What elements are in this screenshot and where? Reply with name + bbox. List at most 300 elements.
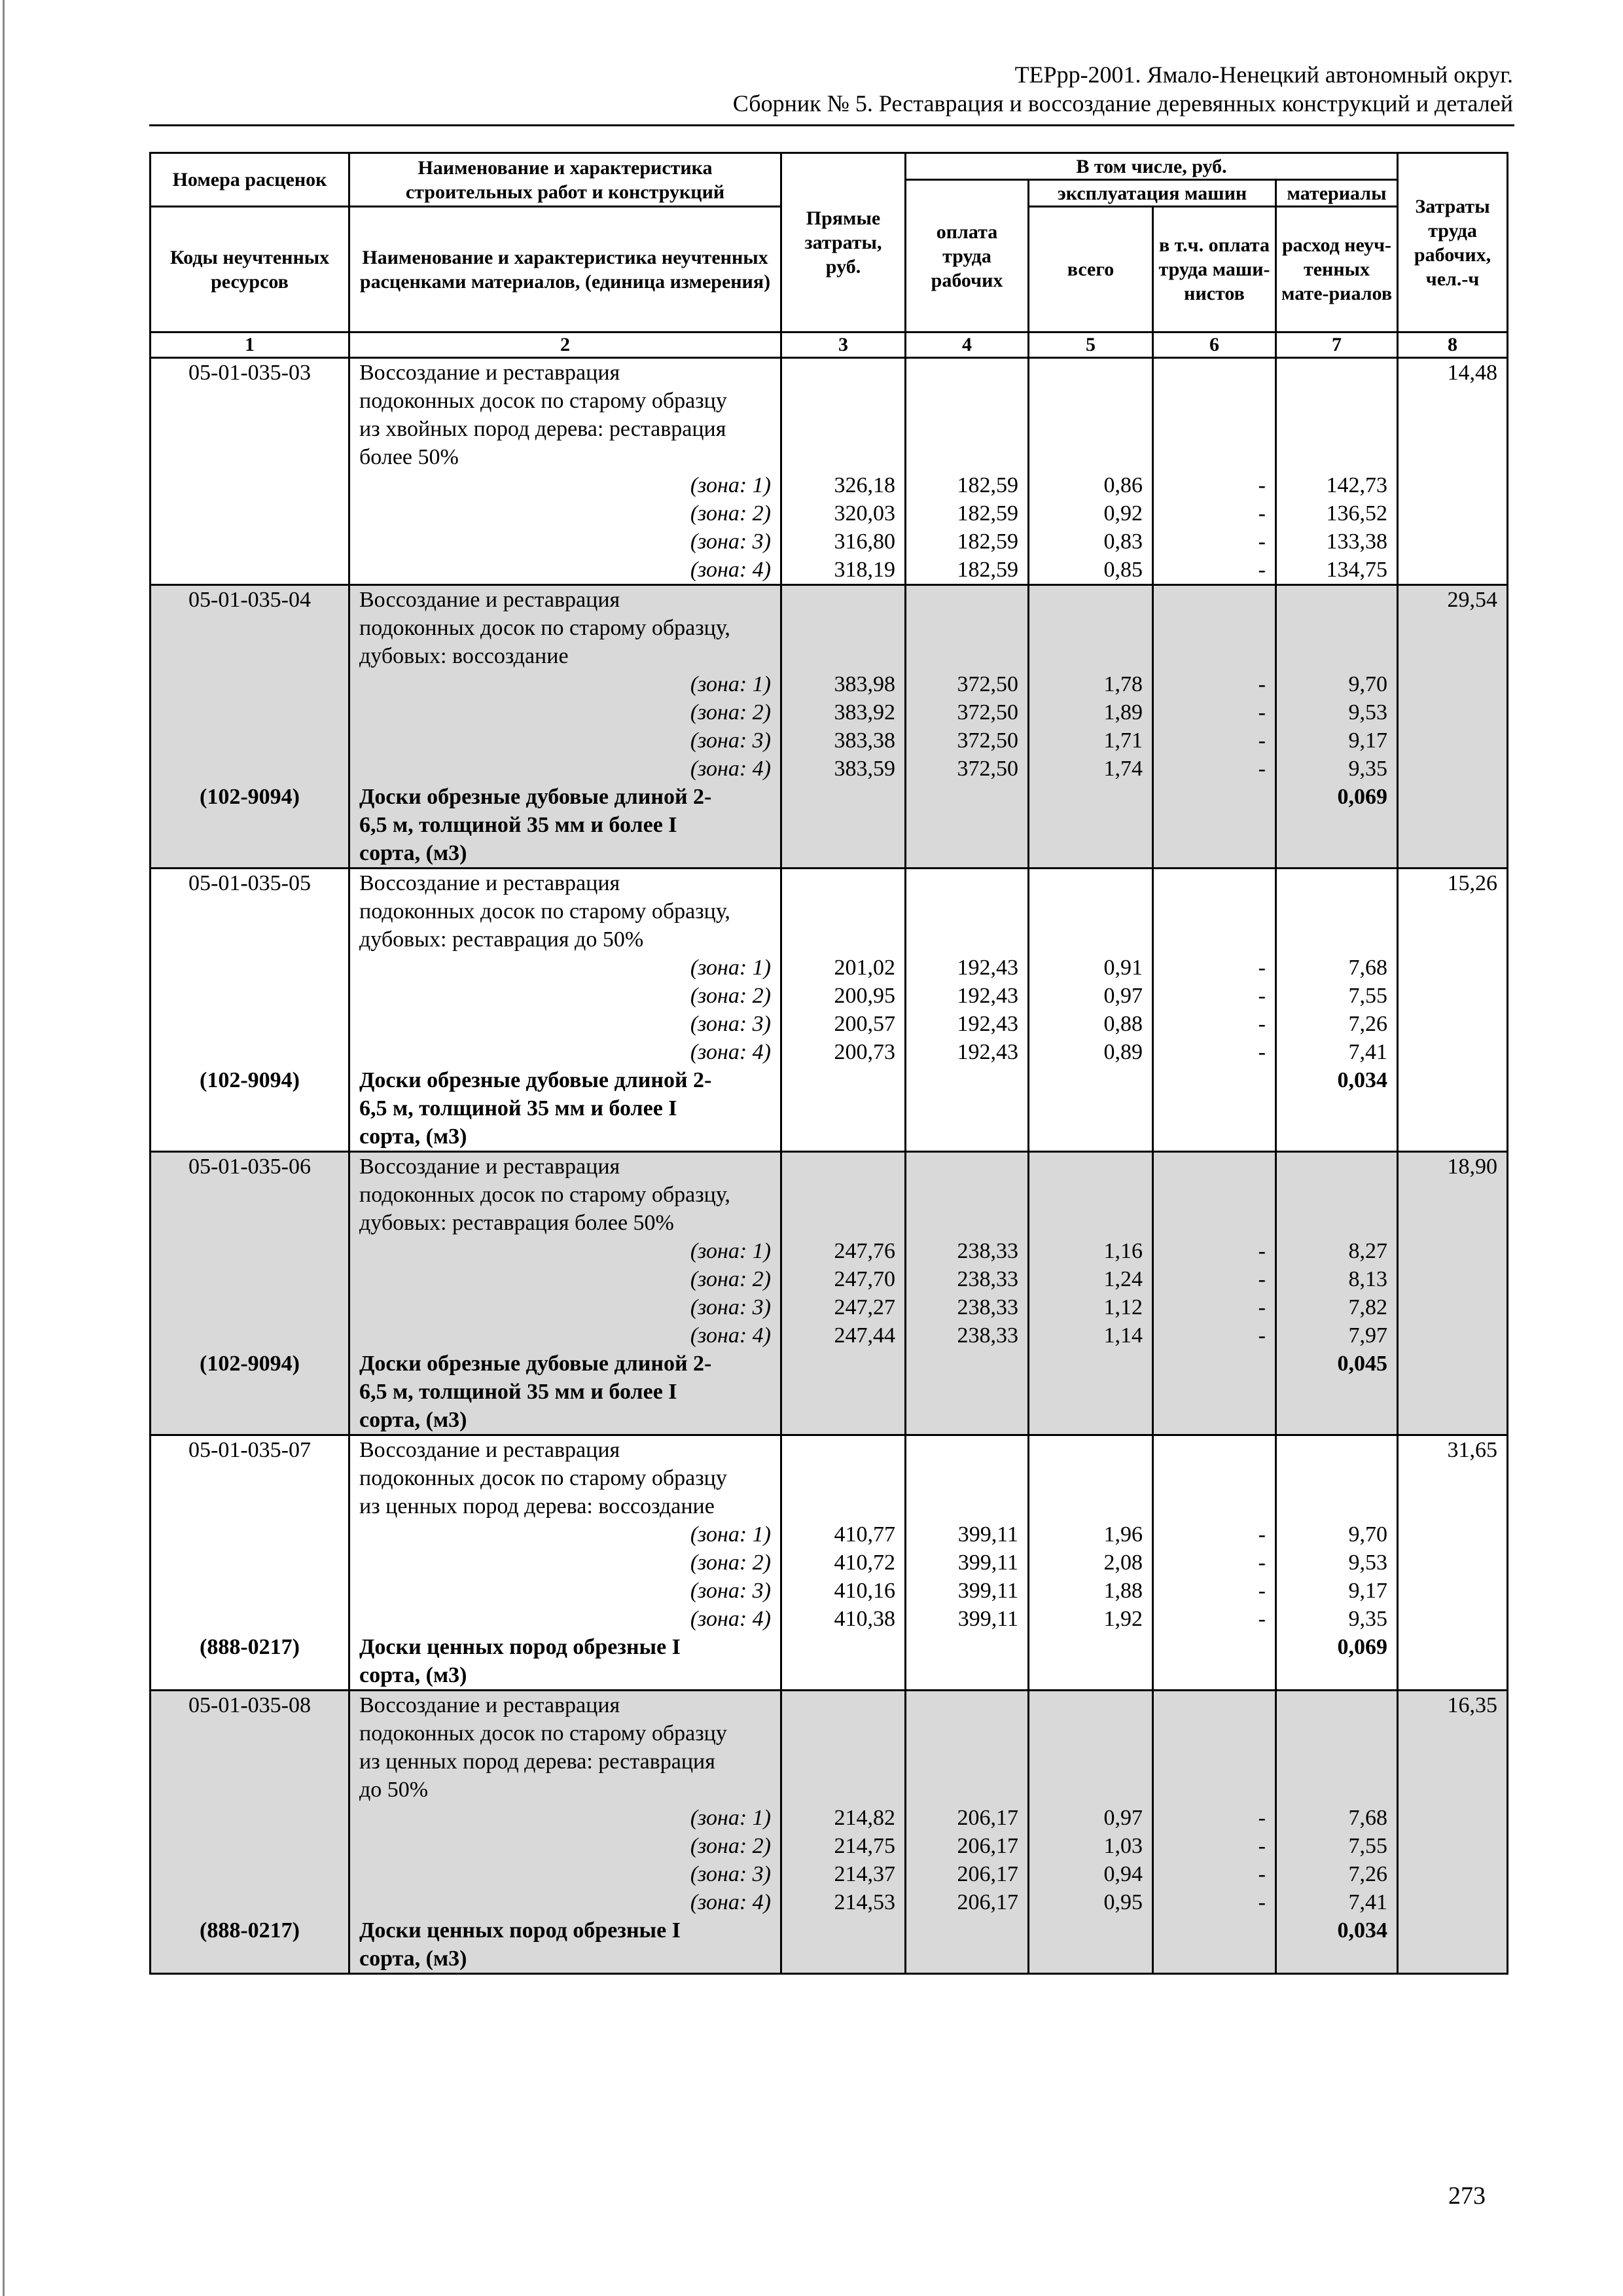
empty-cell xyxy=(781,1122,906,1152)
resource-row xyxy=(151,1945,1508,1974)
empty-cell xyxy=(151,1265,349,1293)
materials: 9,70 xyxy=(1276,1520,1398,1549)
empty-cell xyxy=(906,783,1029,811)
materials: 142,73 xyxy=(1276,471,1398,499)
machines-total: 1,89 xyxy=(1029,698,1153,726)
empty-cell xyxy=(1153,358,1276,387)
col-header-resource-codes: Коды неучтенных ресурсов xyxy=(151,207,349,332)
materials: 8,13 xyxy=(1276,1265,1398,1293)
empty-cell xyxy=(1029,1633,1153,1661)
empty-cell xyxy=(1029,811,1153,839)
resource-name-line: сорта, (м3) xyxy=(349,839,781,869)
machinist-pay: - xyxy=(1153,1860,1276,1888)
empty-cell xyxy=(1153,897,1276,925)
empty-cell xyxy=(1153,614,1276,642)
labor-hours: 15,26 xyxy=(1398,869,1508,898)
work-name-line: подоконных досок по старому образцу, xyxy=(349,1181,781,1209)
col-header-machines-total: всего xyxy=(1029,207,1153,332)
machinist-pay: - xyxy=(1153,1832,1276,1860)
column-number: 2 xyxy=(349,332,781,358)
resource-name-line: Доски обрезные дубовые длиной 2- xyxy=(349,1350,781,1378)
worker-pay: 182,59 xyxy=(906,556,1029,585)
labor-hours: 18,90 xyxy=(1398,1152,1508,1181)
zone-row xyxy=(151,1832,1508,1860)
empty-cell xyxy=(151,499,349,528)
empty-cell xyxy=(781,783,906,811)
machinist-pay: - xyxy=(1153,1321,1276,1350)
direct-costs: 326,18 xyxy=(781,471,906,499)
materials: 9,17 xyxy=(1276,1577,1398,1605)
zone-label: (зона: 1) xyxy=(349,1237,781,1265)
empty-cell xyxy=(1398,1661,1508,1691)
empty-cell xyxy=(1276,1378,1398,1406)
rate-block xyxy=(151,1152,1508,1435)
empty-cell xyxy=(1029,1691,1153,1720)
materials: 9,53 xyxy=(1276,1549,1398,1577)
empty-cell xyxy=(1029,1776,1153,1804)
resource-code: (102-9094) xyxy=(151,1350,349,1378)
empty-cell xyxy=(1276,1152,1398,1181)
resource-name-line: сорта, (м3) xyxy=(349,1945,781,1974)
empty-cell xyxy=(1029,443,1153,471)
empty-cell xyxy=(1398,1916,1508,1945)
zone-label: (зона: 3) xyxy=(349,1577,781,1605)
zone-label: (зона: 1) xyxy=(349,1804,781,1832)
zone-label: (зона: 2) xyxy=(349,982,781,1010)
empty-cell xyxy=(781,1094,906,1122)
machines-total: 1,78 xyxy=(1029,670,1153,698)
direct-costs: 200,73 xyxy=(781,1038,906,1066)
materials: 7,82 xyxy=(1276,1293,1398,1321)
materials: 7,55 xyxy=(1276,982,1398,1010)
zone-label: (зона: 4) xyxy=(349,755,781,783)
empty-cell xyxy=(1153,387,1276,415)
empty-cell xyxy=(151,1719,349,1748)
empty-cell xyxy=(1029,1945,1153,1974)
empty-cell xyxy=(906,585,1029,615)
zone-label: (зона: 3) xyxy=(349,726,781,755)
worker-pay: 372,50 xyxy=(906,670,1029,698)
empty-cell xyxy=(151,698,349,726)
zone-row xyxy=(151,1010,1508,1038)
direct-costs: 383,38 xyxy=(781,726,906,755)
empty-cell xyxy=(151,1010,349,1038)
zone-row xyxy=(151,1549,1508,1577)
machinist-pay: - xyxy=(1153,1549,1276,1577)
empty-cell xyxy=(1029,642,1153,670)
empty-cell xyxy=(1398,811,1508,839)
work-name-line: дубовых: реставрация более 50% xyxy=(349,1209,781,1237)
resource-row xyxy=(151,1094,1508,1122)
empty-cell xyxy=(1398,1406,1508,1435)
empty-cell xyxy=(1398,726,1508,755)
direct-costs: 320,03 xyxy=(781,499,906,528)
empty-cell xyxy=(1398,1464,1508,1492)
zone-row xyxy=(151,982,1508,1010)
zone-label: (зона: 2) xyxy=(349,1549,781,1577)
empty-cell xyxy=(151,839,349,869)
work-name-line: подоконных досок по старому образцу xyxy=(349,387,781,415)
resource-name-line: 6,5 м, толщиной 35 мм и более I xyxy=(349,1378,781,1406)
machines-total: 0,89 xyxy=(1029,1038,1153,1066)
rate-code: 05-01-035-05 xyxy=(151,869,349,898)
empty-cell xyxy=(906,1209,1029,1237)
empty-cell xyxy=(906,614,1029,642)
empty-cell xyxy=(1029,1748,1153,1776)
zone-label: (зона: 4) xyxy=(349,556,781,585)
zone-row xyxy=(151,1860,1508,1888)
empty-cell xyxy=(1029,415,1153,443)
materials: 9,17 xyxy=(1276,726,1398,755)
direct-costs: 318,19 xyxy=(781,556,906,585)
empty-cell xyxy=(1276,1492,1398,1520)
column-number: 4 xyxy=(906,332,1029,358)
zone-row xyxy=(151,1237,1508,1265)
zone-label: (зона: 2) xyxy=(349,1265,781,1293)
empty-cell xyxy=(1276,839,1398,869)
zone-row xyxy=(151,726,1508,755)
empty-cell xyxy=(906,1748,1029,1776)
empty-cell xyxy=(151,1038,349,1066)
zone-row xyxy=(151,670,1508,698)
resource-row xyxy=(151,783,1508,811)
empty-cell xyxy=(1398,698,1508,726)
table-row xyxy=(151,1776,1508,1804)
direct-costs: 247,44 xyxy=(781,1321,906,1350)
rate-code: 05-01-035-08 xyxy=(151,1691,349,1720)
resource-row xyxy=(151,1916,1508,1945)
rate-block xyxy=(151,585,1508,869)
empty-cell xyxy=(1276,1464,1398,1492)
column-number: 8 xyxy=(1398,332,1508,358)
machinist-pay: - xyxy=(1153,499,1276,528)
materials: 9,70 xyxy=(1276,670,1398,698)
empty-cell xyxy=(781,1066,906,1094)
empty-cell xyxy=(1398,1010,1508,1038)
zone-row xyxy=(151,698,1508,726)
labor-hours: 14,48 xyxy=(1398,358,1508,387)
empty-cell xyxy=(781,869,906,898)
empty-cell xyxy=(1029,1435,1153,1465)
direct-costs: 383,92 xyxy=(781,698,906,726)
empty-cell xyxy=(1153,1661,1276,1691)
work-name-line: дубовых: воссоздание xyxy=(349,642,781,670)
page-edge-line xyxy=(3,0,5,2296)
empty-cell xyxy=(1153,839,1276,869)
materials: 134,75 xyxy=(1276,556,1398,585)
empty-cell xyxy=(1276,1094,1398,1122)
table-row xyxy=(151,1181,1508,1209)
machines-total: 2,08 xyxy=(1029,1549,1153,1577)
labor-hours: 16,35 xyxy=(1398,1691,1508,1720)
empty-cell xyxy=(151,1181,349,1209)
empty-cell xyxy=(1153,1719,1276,1748)
direct-costs: 410,16 xyxy=(781,1577,906,1605)
empty-cell xyxy=(1398,839,1508,869)
machines-total: 0,92 xyxy=(1029,499,1153,528)
zone-label: (зона: 1) xyxy=(349,954,781,982)
zone-label: (зона: 4) xyxy=(349,1038,781,1066)
empty-cell xyxy=(906,897,1029,925)
worker-pay: 238,33 xyxy=(906,1237,1029,1265)
machinist-pay: - xyxy=(1153,982,1276,1010)
empty-cell xyxy=(1276,811,1398,839)
empty-cell xyxy=(1398,528,1508,556)
empty-cell xyxy=(1398,443,1508,471)
empty-cell xyxy=(906,642,1029,670)
empty-cell xyxy=(1029,1378,1153,1406)
table-row xyxy=(151,1748,1508,1776)
empty-cell xyxy=(1153,1776,1276,1804)
empty-cell xyxy=(1029,1916,1153,1945)
empty-cell xyxy=(781,614,906,642)
machines-total: 0,97 xyxy=(1029,1804,1153,1832)
rate-block xyxy=(151,869,1508,1152)
direct-costs: 410,77 xyxy=(781,1520,906,1549)
zone-row xyxy=(151,1605,1508,1633)
materials: 7,41 xyxy=(1276,1888,1398,1916)
empty-cell xyxy=(1029,1181,1153,1209)
work-name-line: Воссоздание и реставрация xyxy=(349,1152,781,1181)
machines-total: 1,24 xyxy=(1029,1265,1153,1293)
materials: 9,53 xyxy=(1276,698,1398,726)
direct-costs: 200,57 xyxy=(781,1010,906,1038)
empty-cell xyxy=(906,1776,1029,1804)
resource-name-line: сорта, (м3) xyxy=(349,1122,781,1152)
work-name-line: подоконных досок по старому образцу xyxy=(349,1719,781,1748)
empty-cell xyxy=(151,897,349,925)
empty-cell xyxy=(781,1661,906,1691)
resource-quantity: 0,034 xyxy=(1276,1916,1398,1945)
direct-costs: 410,38 xyxy=(781,1605,906,1633)
empty-cell xyxy=(781,839,906,869)
machines-total: 0,88 xyxy=(1029,1010,1153,1038)
empty-cell xyxy=(1153,1094,1276,1122)
empty-cell xyxy=(1398,1492,1508,1520)
machines-total: 1,03 xyxy=(1029,1832,1153,1860)
col-header-worker-pay: оплата труда рабочих xyxy=(906,180,1029,332)
work-name-line: Воссоздание и реставрация xyxy=(349,1435,781,1465)
zone-label: (зона: 4) xyxy=(349,1605,781,1633)
table-row xyxy=(151,1492,1508,1520)
empty-cell xyxy=(1276,1719,1398,1748)
worker-pay: 206,17 xyxy=(906,1860,1029,1888)
resource-row xyxy=(151,1350,1508,1378)
machinist-pay: - xyxy=(1153,954,1276,982)
machines-total: 0,94 xyxy=(1029,1860,1153,1888)
worker-pay: 192,43 xyxy=(906,954,1029,982)
empty-cell xyxy=(1398,954,1508,982)
empty-cell xyxy=(151,1804,349,1832)
machinist-pay: - xyxy=(1153,1804,1276,1832)
empty-cell xyxy=(781,642,906,670)
materials: 133,38 xyxy=(1276,528,1398,556)
machinist-pay: - xyxy=(1153,556,1276,585)
empty-cell xyxy=(151,670,349,698)
empty-cell xyxy=(906,1464,1029,1492)
machines-total: 1,16 xyxy=(1029,1237,1153,1265)
zone-row xyxy=(151,1888,1508,1916)
zone-label: (зона: 2) xyxy=(349,499,781,528)
empty-cell xyxy=(781,1691,906,1720)
empty-cell xyxy=(1398,755,1508,783)
page-number: 273 xyxy=(1448,2182,1486,2210)
empty-cell xyxy=(151,1492,349,1520)
zone-row xyxy=(151,954,1508,982)
empty-cell xyxy=(781,1464,906,1492)
empty-cell xyxy=(781,925,906,954)
empty-cell xyxy=(1153,1378,1276,1406)
col-header-material-name: Наименование и характеристика неучтенных расценками материалов, (единица измерения) xyxy=(349,207,781,332)
empty-cell xyxy=(906,1122,1029,1152)
worker-pay: 238,33 xyxy=(906,1293,1029,1321)
empty-cell xyxy=(906,1181,1029,1209)
col-header-material-consumption: расход неуч-тенных мате-риалов xyxy=(1276,207,1398,332)
column-number: 1 xyxy=(151,332,349,358)
empty-cell xyxy=(781,415,906,443)
empty-cell xyxy=(1398,897,1508,925)
resource-code: (888-0217) xyxy=(151,1633,349,1661)
table-row xyxy=(151,358,1508,387)
empty-cell xyxy=(1398,1748,1508,1776)
machinist-pay: - xyxy=(1153,698,1276,726)
zone-row xyxy=(151,499,1508,528)
empty-cell xyxy=(1398,499,1508,528)
empty-cell xyxy=(906,1661,1029,1691)
labor-hours: 31,65 xyxy=(1398,1435,1508,1465)
resource-name-line: Доски ценных пород обрезные I xyxy=(349,1916,781,1945)
empty-cell xyxy=(906,1406,1029,1435)
work-name-line: из ценных пород дерева: реставрация xyxy=(349,1748,781,1776)
materials: 8,27 xyxy=(1276,1237,1398,1265)
empty-cell xyxy=(1029,897,1153,925)
machinist-pay: - xyxy=(1153,1888,1276,1916)
empty-cell xyxy=(781,1633,906,1661)
empty-cell xyxy=(1276,358,1398,387)
empty-cell xyxy=(1398,1181,1508,1209)
col-header-work-name: Наименование и характеристика строительных работ и конструкций xyxy=(349,153,781,207)
empty-cell xyxy=(781,387,906,415)
empty-cell xyxy=(1153,925,1276,954)
empty-cell xyxy=(1029,869,1153,898)
empty-cell xyxy=(151,925,349,954)
empty-cell xyxy=(906,1094,1029,1122)
empty-cell xyxy=(1153,1945,1276,1974)
empty-cell xyxy=(1276,1691,1398,1720)
empty-cell xyxy=(781,1748,906,1776)
empty-cell xyxy=(906,1152,1029,1181)
work-name-line: подоконных досок по старому образцу, xyxy=(349,614,781,642)
machines-total: 1,96 xyxy=(1029,1520,1153,1549)
empty-cell xyxy=(1398,982,1508,1010)
empty-cell xyxy=(151,811,349,839)
column-number: 5 xyxy=(1029,332,1153,358)
machines-total: 0,95 xyxy=(1029,1888,1153,1916)
table-row xyxy=(151,897,1508,925)
worker-pay: 238,33 xyxy=(906,1321,1029,1350)
empty-cell xyxy=(1398,1293,1508,1321)
empty-cell xyxy=(1398,670,1508,698)
table-row xyxy=(151,1691,1508,1720)
empty-cell xyxy=(1276,1209,1398,1237)
empty-cell xyxy=(906,811,1029,839)
work-name-line: до 50% xyxy=(349,1776,781,1804)
zone-row xyxy=(151,471,1508,499)
empty-cell xyxy=(906,925,1029,954)
empty-cell xyxy=(1276,1181,1398,1209)
zone-row xyxy=(151,1577,1508,1605)
worker-pay: 399,11 xyxy=(906,1605,1029,1633)
empty-cell xyxy=(1276,642,1398,670)
empty-cell xyxy=(151,1209,349,1237)
empty-cell xyxy=(1276,869,1398,898)
zone-row xyxy=(151,1293,1508,1321)
col-header-machinist-pay: в т.ч. оплата труда маши-нистов xyxy=(1153,207,1276,332)
empty-cell xyxy=(1153,783,1276,811)
empty-cell xyxy=(1029,1094,1153,1122)
direct-costs: 383,59 xyxy=(781,755,906,783)
worker-pay: 182,59 xyxy=(906,528,1029,556)
running-header xyxy=(139,60,1513,118)
empty-cell xyxy=(1029,1152,1153,1181)
resource-name-line: 6,5 м, толщиной 35 мм и более I xyxy=(349,811,781,839)
zone-label: (зона: 1) xyxy=(349,1520,781,1549)
empty-cell xyxy=(151,1293,349,1321)
empty-cell xyxy=(781,1181,906,1209)
empty-cell xyxy=(1153,1152,1276,1181)
machinist-pay: - xyxy=(1153,1577,1276,1605)
resource-quantity: 0,069 xyxy=(1276,1633,1398,1661)
empty-cell xyxy=(906,1633,1029,1661)
worker-pay: 192,43 xyxy=(906,1010,1029,1038)
empty-cell xyxy=(1276,1945,1398,1974)
empty-cell xyxy=(1398,1719,1508,1748)
empty-cell xyxy=(781,1350,906,1378)
direct-costs: 200,95 xyxy=(781,982,906,1010)
machines-total: 0,91 xyxy=(1029,954,1153,982)
empty-cell xyxy=(1029,1209,1153,1237)
empty-cell xyxy=(1029,614,1153,642)
empty-cell xyxy=(151,1237,349,1265)
empty-cell xyxy=(151,1888,349,1916)
empty-cell xyxy=(781,1209,906,1237)
empty-cell xyxy=(1398,1066,1508,1094)
direct-costs: 410,72 xyxy=(781,1549,906,1577)
col-header-direct-costs: Прямые затраты, руб. xyxy=(781,153,906,332)
column-number: 6 xyxy=(1153,332,1276,358)
machines-total: 1,14 xyxy=(1029,1321,1153,1350)
empty-cell xyxy=(906,839,1029,869)
work-name-line: дубовых: реставрация до 50% xyxy=(349,925,781,954)
empty-cell xyxy=(1153,1066,1276,1094)
resource-quantity: 0,045 xyxy=(1276,1350,1398,1378)
zone-label: (зона: 4) xyxy=(349,1888,781,1916)
empty-cell xyxy=(1153,1122,1276,1152)
zone-label: (зона: 3) xyxy=(349,528,781,556)
header-line-2: Сборник № 5. Реставрация и воссоздание деревянных конструкций и деталей xyxy=(732,90,1513,117)
work-name-line: из ценных пород дерева: воссоздание xyxy=(349,1492,781,1520)
rate-code: 05-01-035-03 xyxy=(151,358,349,387)
empty-cell xyxy=(1153,1916,1276,1945)
worker-pay: 399,11 xyxy=(906,1520,1029,1549)
empty-cell xyxy=(151,415,349,443)
materials: 7,55 xyxy=(1276,1832,1398,1860)
resource-code: (888-0217) xyxy=(151,1916,349,1945)
empty-cell xyxy=(1029,1492,1153,1520)
work-name-line: Воссоздание и реставрация xyxy=(349,585,781,615)
empty-cell xyxy=(151,642,349,670)
empty-cell xyxy=(1029,783,1153,811)
